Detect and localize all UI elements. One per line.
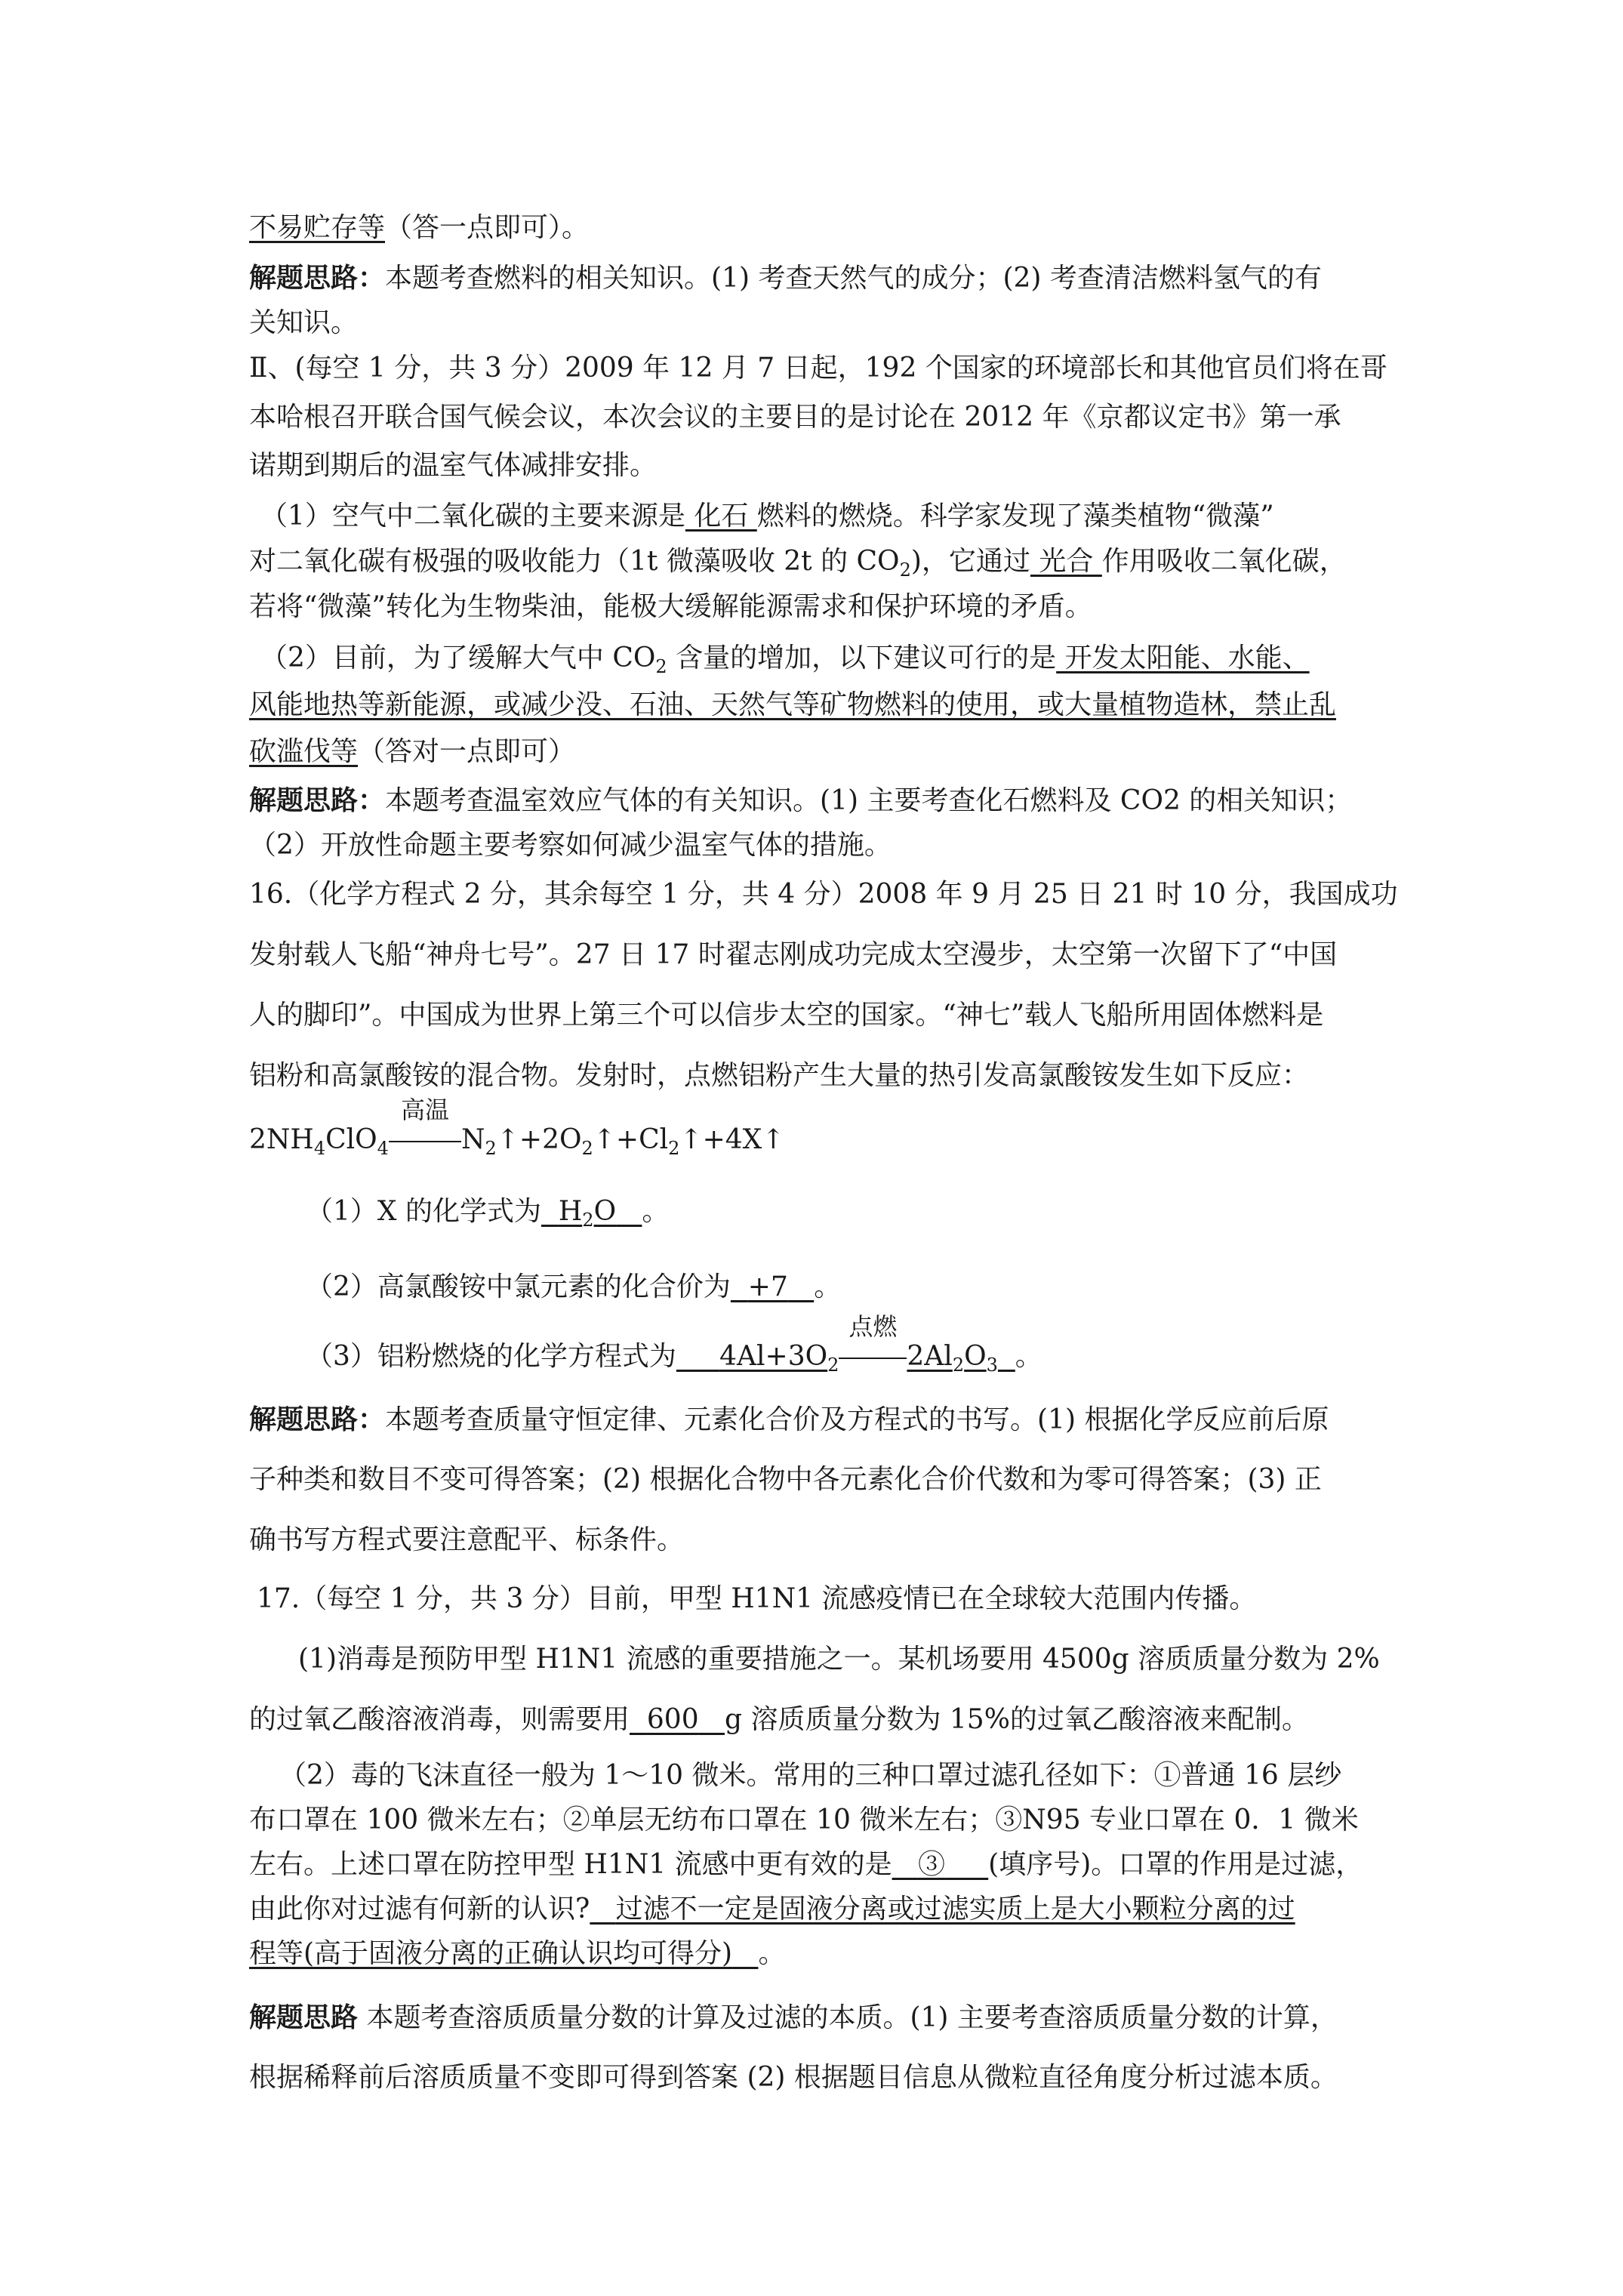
reaction-condition: 点燃 bbox=[839, 1340, 907, 1373]
question-line: 人的脚印”。中国成为世界上第三个可以信步太空的国家。“神七”载人飞船所用固体燃料是 bbox=[249, 1000, 1324, 1031]
question-line: 对二氧化碳有极强的吸收能力（1t 微藻吸收 2t 的 $CO_2$)，它通过 光合 作用吸收二氧化碳， bbox=[249, 546, 1347, 581]
answer-blank: 程等(高于固液分离的正确认识均可得分) bbox=[249, 1938, 733, 1969]
answer-blank: 化石 bbox=[685, 501, 757, 532]
question-line: 布口罩在 100 微米左右；②单层无纺布口罩在 10 微米左右；③N95 专业口罩在 0．1 微米 bbox=[249, 1804, 1359, 1835]
answer-blank: 开发太阳能、水能、 bbox=[1056, 643, 1310, 673]
question-line: 若将“微藻”转化为生物柴油，能极大缓解能源需求和保护环境的矛盾。 bbox=[249, 591, 1092, 622]
question-line: 左右。上述口罩在防控甲型 H1N1 流感中更有效的是 ③ (填序号)。口罩的作用是过滤， bbox=[249, 1849, 1363, 1880]
solution-line: 解题思路 本题考查溶质质量分数的计算及过滤的本质。(1) 主要考查溶质质量分数的计算， bbox=[249, 2002, 1338, 2033]
question-line: (1)消毒是预防甲型 H1N1 流感的重要措施之一。某机场要用 4500g 溶质质量分数为 2% bbox=[298, 1644, 1380, 1675]
text-line: （2）开放性命题主要考察如何减少温室气体的措施。 bbox=[249, 830, 892, 861]
solution-label: 解题思路： bbox=[249, 784, 386, 816]
answer-blank: 砍滥伐等 bbox=[249, 736, 359, 767]
answer-blank: +7 bbox=[747, 1271, 788, 1302]
reaction-condition: 高温 bbox=[389, 1123, 461, 1157]
reaction-arrow bbox=[389, 1141, 461, 1142]
reaction-arrow bbox=[839, 1358, 907, 1359]
question-line: 的过氧乙酸溶液消毒，则需要用 600 g 溶质质量分数为 15%的过氧乙酸溶液来配制。 bbox=[249, 1704, 1309, 1735]
answer-blank: ③ bbox=[917, 1849, 945, 1880]
question-line: （1）空气中二氧化碳的主要来源是 化石 燃料的燃烧。科学家发现了藻类植物“微藻” bbox=[260, 501, 1274, 532]
question-line: 17.（每空 1 分，共 3 分）目前，甲型 H1N1 流感疫情已在全球较大范围内传播。 bbox=[257, 1583, 1257, 1614]
answer-blank: 光合 bbox=[1030, 546, 1102, 577]
answer-blank: 风能地热等新能源，或减少没、石油、天然气等矿物燃料的使用，或大量植物造林，禁止乱 bbox=[249, 689, 1337, 720]
question-line: Ⅱ、(每空 1 分，共 3 分）2009 年 12 月 7 日起，192 个国家的环境部长和其他官员们将在哥 bbox=[249, 353, 1387, 384]
solution-label: 解题思路： bbox=[249, 1404, 386, 1435]
question-line: （3）铝粉燃烧的化学方程式为 $4Al+3O_2$ 点燃 $2Al_2O_3$ 。 bbox=[306, 1312, 1042, 1376]
answer-blank: $4Al+3O_2$ bbox=[719, 1341, 839, 1376]
question-line: 由此你对过滤有何新的认识? 过滤不一定是固液分离或过滤实质上是大小颗粒分离的过 bbox=[249, 1894, 1295, 1925]
question-line: （1）X 的化学式为 $H_2O$ 。 bbox=[306, 1196, 670, 1231]
answer-blank: $H_2O$ bbox=[558, 1196, 617, 1231]
question-line bbox=[249, 689, 1397, 722]
solution-label: 解题思路： bbox=[249, 262, 386, 294]
question-line: 16.（化学方程式 2 分，其余每空 1 分，共 4 分）2008 年 9 月 25 日 21 时 10 分，我国成功 bbox=[249, 879, 1398, 910]
text-line: 根据稀释前后溶质质量不变即可得到答案 (2) 根据题目信息从微粒直径角度分析过滤本质。 bbox=[249, 2062, 1338, 2093]
text-line: 确书写方程式要注意配平、标条件。 bbox=[249, 1524, 685, 1555]
solution-line: 解题思路：本题考查燃料的相关知识。(1) 考查天然气的成分；(2) 考查清洁燃料氢气的有 bbox=[249, 262, 1322, 294]
answer-blank: 600 bbox=[646, 1704, 699, 1735]
answer-blank: 过滤不一定是固液分离或过滤实质上是大小颗粒分离的过 bbox=[615, 1894, 1295, 1925]
question-line: 本哈根召开联合国气候会议，本次会议的主要目的是讨论在 2012 年《京都议定书》第一承 bbox=[249, 402, 1341, 433]
question-line: 诺期到期后的温室气体减排安排。 bbox=[249, 450, 658, 481]
question-line: （2）毒的飞沫直径一般为 1～10 微米。常用的三种口罩过滤孔径如下：①普通 16 层纱 bbox=[279, 1760, 1342, 1791]
solution-label: 解题思路 bbox=[249, 2002, 359, 2033]
text-line: 子种类和数目不变可得答案；(2) 根据化合物中各元素化合价代数和为零可得答案；(3) 正 bbox=[249, 1464, 1322, 1495]
solution-line: 解题思路：本题考查温室效应气体的有关知识。(1) 主要考查化石燃料及 CO2 的相关知识； bbox=[249, 784, 1353, 816]
text-line: 关知识。 bbox=[249, 307, 359, 338]
question-line: 铝粉和高氯酸铵的混合物。发射时，点燃铝粉产生大量的热引发高氯酸铵发生如下反应： bbox=[249, 1060, 1310, 1091]
chemical-equation: $2NH_4ClO_4$ 高温 $N_2↑+2O_2↑+Cl_2↑+4X↑$ bbox=[249, 1096, 785, 1159]
solution-line: 解题思路：本题考查质量守恒定律、元素化合价及方程式的书写。(1) 根据化学反应前后原 bbox=[249, 1404, 1329, 1435]
text-line: 不易贮存等（答一点即可）。 bbox=[249, 212, 590, 243]
question-line: 程等(高于固液分离的正确认识均可得分) 。 bbox=[249, 1938, 786, 1969]
question-line: 发射载人飞船“神舟七号”。27 日 17 时翟志刚成功完成太空漫步，太空第一次留下了“中国 bbox=[249, 939, 1338, 970]
question-line: （2）目前，为了缓解大气中 $CO_2$ 含量的增加，以下建议可行的是 开发太阳能、水能、 bbox=[260, 643, 1310, 677]
question-line: 砍滥伐等（答对一点即可） bbox=[249, 736, 576, 767]
question-line: （2）高氯酸铵中氯元素的化合价为 +7 。 bbox=[306, 1271, 842, 1302]
answer-blank: 不易贮存等 bbox=[249, 212, 386, 243]
